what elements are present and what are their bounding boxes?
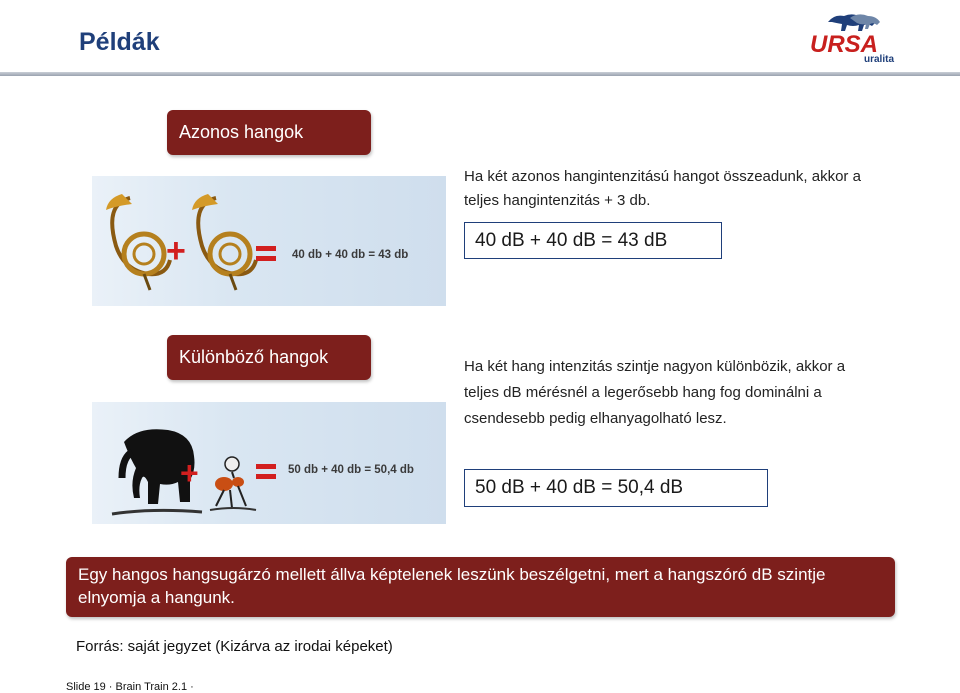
svg-text:uralita: uralita (864, 54, 895, 64)
note-box: Egy hangos hangsugárzó mellett állva képtelenek leszünk beszélgetni, mert a hangszóró dB szintje elnyomja a hangunk. (66, 557, 895, 617)
ursa-logo (808, 8, 908, 64)
svg-text:+: + (166, 232, 186, 270)
slide-footer: Slide 19 · Brain Train 2.1 · (66, 681, 194, 693)
section2-description: Ha két hang intenzitás szintje nagyon különbözik, akkor a teljes dB mérésnél a legerősebb hang fog dominálni a csendesebb pedig elhanyagolható lesz. (464, 358, 846, 427)
image-caption: 40 db + 40 db = 43 db (292, 249, 409, 261)
svg-text:+: + (180, 455, 199, 491)
slide-title: Példák (79, 28, 160, 56)
french-horn-icon (192, 194, 256, 290)
svg-text:URSA: URSA (810, 31, 879, 58)
section-label-same-sounds: Azonos hangok (167, 110, 371, 155)
source-text: Forrás: saját jegyzet (Kizárva az irodai képeket) (76, 638, 393, 655)
ant-icon (210, 457, 256, 510)
section1-equation: 40 dB + 40 dB = 43 dB (464, 222, 722, 259)
header-divider (0, 72, 960, 76)
section-label-different-sounds: Különböző hangok (167, 335, 371, 380)
section1-description: Ha két azonos hangintenzitású hangot összeadunk, akkor a teljes hangintenzitás + 3 db. (464, 168, 861, 209)
bear-logo-icon (808, 8, 908, 64)
image-caption: 50 db + 40 db = 50,4 db (288, 464, 414, 476)
horn-image (92, 176, 446, 306)
french-horn-icon (106, 194, 170, 290)
elephant-ant-image (92, 402, 446, 524)
section2-equation: 50 dB + 40 dB = 50,4 dB (464, 469, 768, 507)
